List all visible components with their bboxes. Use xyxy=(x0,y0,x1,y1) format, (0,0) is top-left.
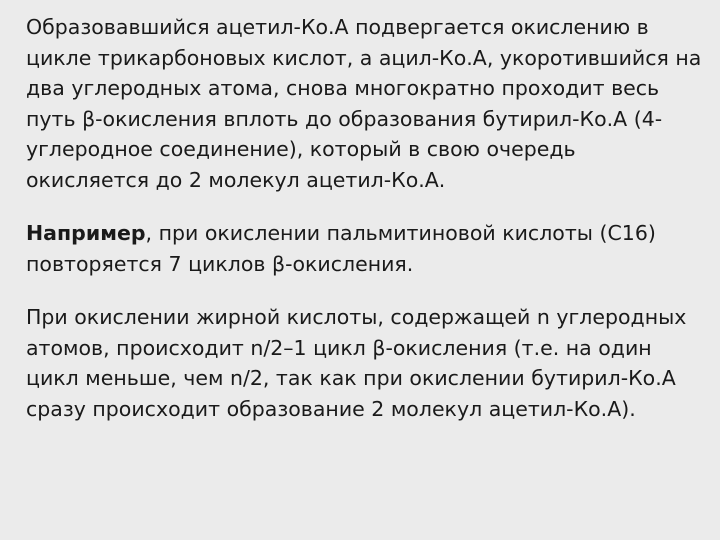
example-label: Например xyxy=(26,221,146,245)
paragraph-cycle-count-rule: При окислении жирной кислоты, содержащей n углеродных атомов, происходит n/2–1 цикл β-окисления (т.е. на один цикл меньше, чем n/2, так как при окислении бутирил-Ко.А сразу происходит образование 2 молекул ацетил-Ко.А). xyxy=(26,305,687,421)
paragraph-palmitic-example xyxy=(26,218,704,279)
paragraph-acetyl-coa-oxidation: Образовавшийся ацетил-Ко.А подвергается окислению в цикле трикарбоновых кислот, а ацил-Ко.А, укоротившийся на два углеродных атома, снова многократно проходит весь путь β-окисления вплоть до образования бутирил-Ко.А (4-углеродное соединение), который в свою очередь окисляется до 2 молекул ацетил-Ко.А. xyxy=(26,15,702,192)
example-text: , при окислении пальмитиновой кислоты (С16) повторяется 7 циклов β-окисления. xyxy=(26,221,656,276)
